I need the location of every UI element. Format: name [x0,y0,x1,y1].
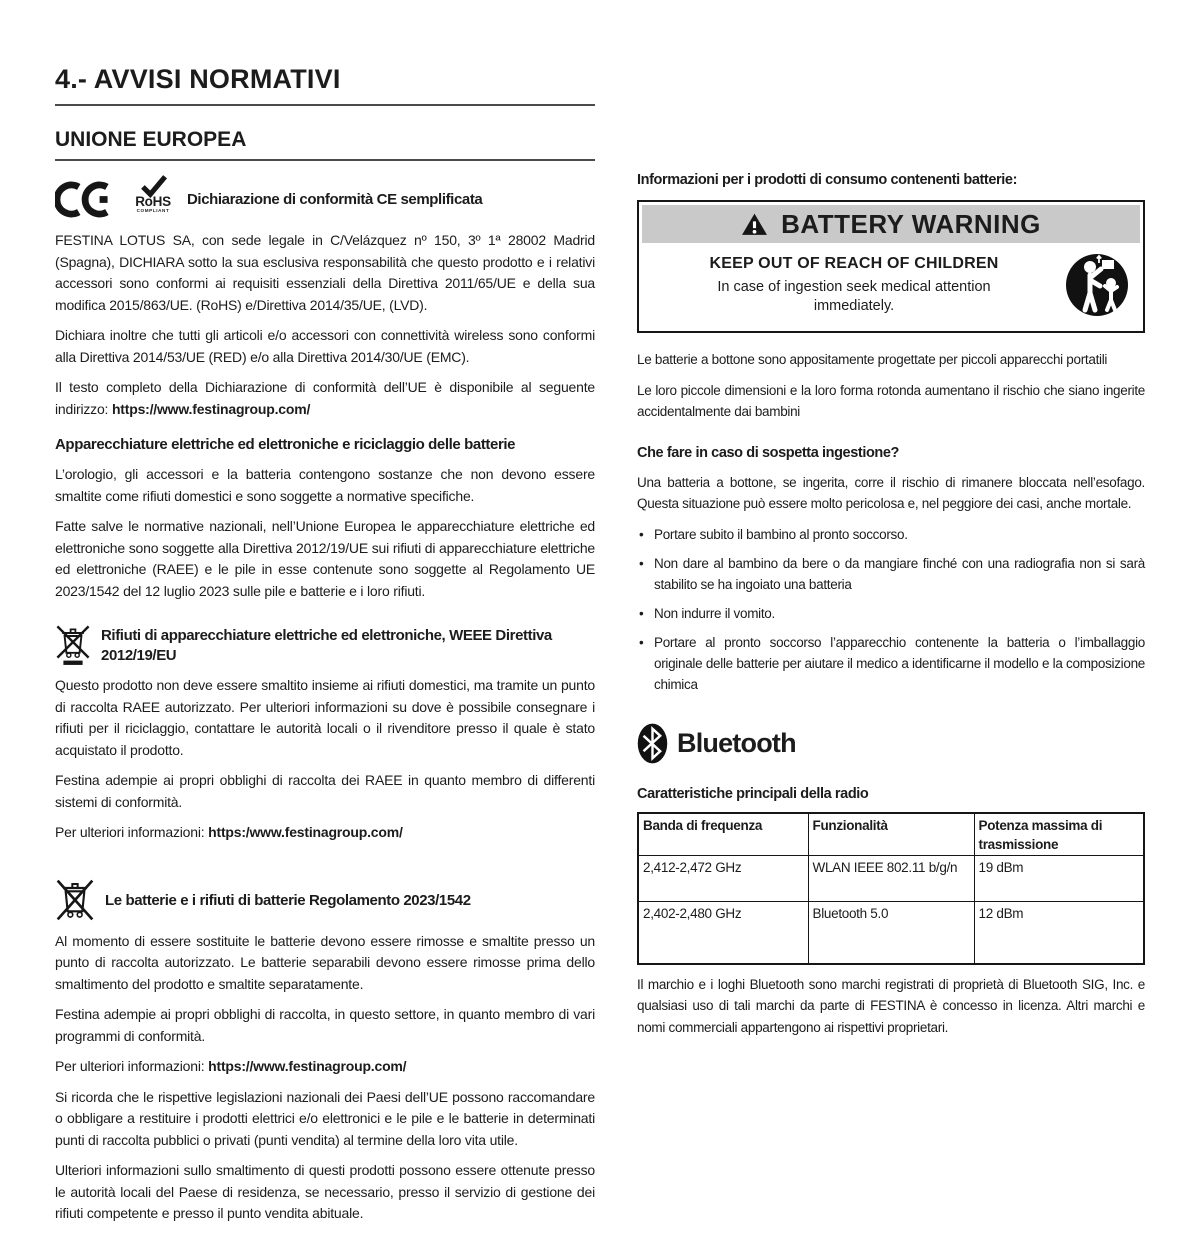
table-cell: 19 dBm [974,855,1144,901]
battery-warning-band [642,205,1140,243]
declaration-paragraph-2: Dichiara inoltre che tutti gli articoli e/o accessori con connettività wireless sono conformi alla Direttiva 2014/53/UE (RED) e/o alla Direttiva 2014/30/UE (EMC). [55,327,595,365]
right-column [637,170,1145,1234]
keep-out-of-reach-line: KEEP OUT OF REACH OF CHILDREN [709,254,999,272]
battery-info-prefix: Per ulteriori informazioni: [55,1058,209,1074]
rohs-sub-label: COMPLIANT [136,208,170,213]
table-cell: 2,402-2,480 GHz [638,901,808,964]
bluetooth-icon [637,723,668,764]
section-heading: UNIONE EUROPEA [55,128,595,161]
festina-url-link[interactable]: https://www.festinagroup.com/ [208,1058,407,1074]
ingestion-advice-line: In case of ingestion seek medical attention immediately. [717,278,991,314]
table-row [638,855,1144,901]
list-item: • Portare al pronto soccorso l’apparecchio contenente la batteria o l’imballaggio originale delle batterie per aiutare il medico a identificarne il modello e la composizione chimica [637,632,1145,695]
bluetooth-logo [637,723,1145,764]
battery-crossed-bin-icon [55,878,95,922]
table-cell: WLAN IEEE 802.11 b/g/n [808,855,974,901]
ingestion-paragraph: Una batteria a bottone, se ingerita, corre il rischio di rimanere bloccata nell’esofago. Questa situazione può essere molto pericolosa e, nel peggiore dei casi, anche mortale. [637,474,1145,511]
battery-warning-title: BATTERY WARNING [781,209,1041,239]
two-column-layout [55,64,1148,1234]
declaration-heading: Dichiarazione di conformità CE semplificata [187,190,483,208]
button-battery-paragraph-1: Le batterie a bottone sono appositamente progettate per piccoli apparecchi portatili [637,352,1108,367]
recycling-heading: Apparecchiature elettriche ed elettroniche e riciclaggio delle batterie [55,436,516,453]
weee-info-prefix: Per ulteriori informazioni: [55,824,209,840]
list-item: • Non dare al bambino da bere o da mangiare finché con una radiografia non si sarà stabilito se ha ingoiato una batteria [637,553,1145,595]
battery-paragraph-4: Ulteriori informazioni sullo smaltimento di questi prodotti possono essere ottenute presso le autorità locali del Paese di residenza, se necessario, presso il servizio di gestione dei rifiuti competente e presso il punto vendita abituale. [55,1162,595,1221]
battery-paragraph-2: Festina adempie ai propri obblighi di raccolta, in questo settore, in quanto membro di vari programmi di conformità. [55,1006,595,1044]
table-row [638,901,1144,964]
battery-warning-box [637,200,1145,333]
rohs-label: RoHS [135,194,171,209]
weee-paragraph-2: Festina adempie ai propri obblighi di raccolta dei RAEE in quanto membro di differenti sistemi di conformità. [55,772,595,810]
left-column [55,64,595,1234]
battery-warning-texts [644,255,1064,316]
battery-warning-body [642,243,1140,328]
battery-reg-heading: Le batterie e i rifiuti di batterie Regolamento 2023/1542 [105,891,471,909]
column-header: Banda di frequenza [638,813,808,856]
radio-characteristics-table [637,812,1145,965]
weee-crossed-bin-icon [55,624,91,666]
weee-heading: Rifiuti di apparecchiature elettriche ed elettroniche, WEEE Direttiva 2012/19/EU [101,627,552,664]
keep-away-from-children-icon [1064,252,1130,318]
column-header: Potenza massima di trasmissione [974,813,1144,856]
bluetooth-trademark-paragraph: Il marchio e i loghi Bluetooth sono marchi registrati di proprietà di Bluetooth SIG, Inc. e qualsiasi uso di tali marchi da parte di FESTINA è concesso in licenza. Altri marchi e nomi commerciali appartengono ai rispettivi proprietari. [637,976,1145,1035]
ce-mark-icon [55,178,119,221]
radio-characteristics-heading: Caratteristiche principali della radio [637,785,869,802]
festina-url-link[interactable]: https:/www.festinagroup.com/ [208,824,403,840]
weee-info-line [55,822,595,844]
list-item: • Non indurre il vomito. [637,603,1145,624]
recycling-paragraph-2: Fatte salve le normative nazionali, nell’Unione Europea le apparecchiature elettriche ed elettroniche sono soggette alla Direttiva 2012/19/UE sui rifiuti di apparecchiature elettriche ed elettroniche (RAEE) e le pile in esse contenute sono soggette al Regolamento UE 2023/1542 del 12 luglio 2023 sulle pile e batterie e i loro rifiuti. [55,518,595,599]
warning-triangle-icon [741,212,768,237]
festina-url-link[interactable]: https://www.festinagroup.com/ [111,400,311,417]
table-cell: Bluetooth 5.0 [808,901,974,964]
bluetooth-logotype: Bluetooth [677,727,796,758]
declaration-paragraph-1: FESTINA LOTUS SA, con sede legale in C/Velázquez nº 150, 3º 1ª 28002 Madrid (Spagna), DICHIARA sotto la sua esclusiva responsabilità che questo prodotto e i relativi accessori sono conformi ai requisiti essenziali della Direttiva 2011/65/UE e della sua modifica 2015/863/UE. (RoHS) e/Direttiva 2014/35/UE, (LVD). [55,232,595,313]
recycling-paragraph-1: L’orologio, gli accessori e la batteria contengono sostanze che non devono essere smaltite come rifiuti domestici e sono soggette a normative specifiche. [55,466,595,504]
column-header: Funzionalità [808,813,974,856]
battery-products-heading: Informazioni per i prodotti di consumo contenenti batterie: [637,172,1017,188]
battery-paragraph-1: Al momento di essere sostituite le batterie devono essere rimosse e smaltite presso un punto di raccolta autorizzato. Le batterie separabili devono essere rimosse prima dello smaltimento del prodotto e smaltite separatamente. [55,932,595,992]
list-item: • Portare subito il bambino al pronto soccorso. [637,524,1145,545]
declaration-paragraph-3 [55,377,595,420]
ingestion-bullet-list [637,524,1145,695]
ingestion-heading: Che fare in caso di sospetta ingestione? [637,444,899,461]
weee-paragraph-1: Questo prodotto non deve essere smaltito insieme ai rifiuti domestici, ma tramite un punto di raccolta RAEE autorizzato. Per ulteriori informazioni su dove è possibile consegnare i rifiuti per il riciclaggio, contattare le autorità locali o il rivenditore presso il quale è stato acquistato il prodotto. [55,677,595,758]
battery-info-line [55,1056,595,1078]
battery-reg-heading-row [55,878,595,922]
rohs-compliant-icon [130,186,176,213]
table-cell: 12 dBm [974,901,1144,964]
page-title: 4.- AVVISI NORMATIVI [55,64,595,106]
table-cell: 2,412-2,472 GHz [638,855,808,901]
table-header-row [638,813,1144,856]
declaration-heading-row [55,178,595,221]
checkmark-icon [140,174,168,198]
battery-paragraph-3: Si ricorda che le rispettive legislazioni nazionali dei Paesi dell’UE possono raccomandare o obbligare a restituire i prodotti elettrici e/o elettronici e le pile e le batterie in determinati punti di raccolta pubblici o privati (punti vendita) al termine della loro vita utile. [55,1088,595,1148]
button-battery-paragraph-2: Le loro piccole dimensioni e la loro forma rotonda aumentano il rischio che siano ingerite accidentalmente dai bambini [637,382,1145,419]
declaration-url-prefix: Il testo completo della Dichiarazione di conformità dell’UE è disponibile al seguente indirizzo: [55,379,595,417]
weee-heading-row [55,624,595,666]
